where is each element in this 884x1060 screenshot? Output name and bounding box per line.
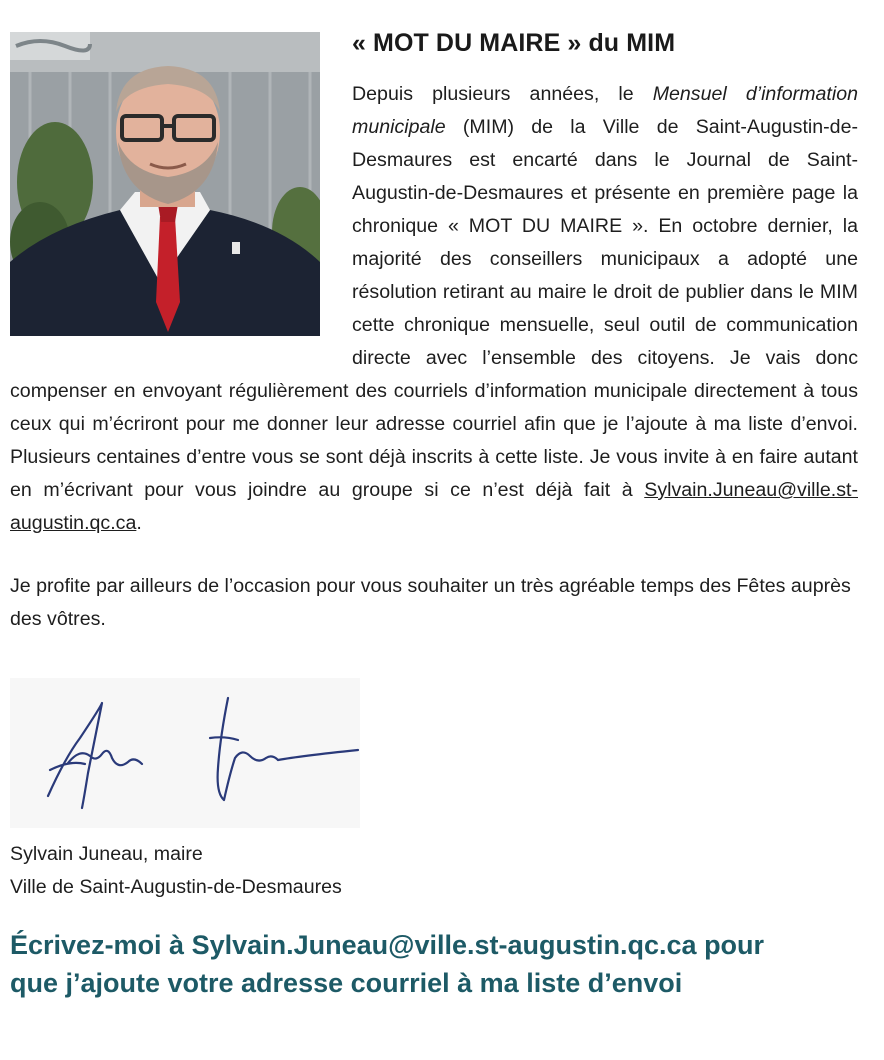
- holiday-paragraph: Je profite par ailleurs de l’occasion pour vous souhaiter un très agréable temps des Fêtes auprès des vôtres.: [10, 575, 851, 630]
- article-title: « MOT DU MAIRE » du MIM: [352, 29, 676, 57]
- signature-organization: Ville de Saint-Augustin-de-Desmaures: [10, 876, 342, 898]
- call-to-action: [10, 926, 858, 1002]
- intro-text-start: Depuis plusieurs années, le: [352, 83, 653, 105]
- cta-line-2: que j’ajoute votre adresse courriel à ma liste d’envoi: [10, 968, 683, 998]
- intro-text-end: .: [136, 512, 142, 534]
- intro-text-body: (MIM) de la Ville de Saint-Augustin-de-Desmaures est encarté dans le Journal de Saint-Augustin-de-Desmaures et présente en première page la chronique « MOT DU MAIRE ». En octobre dernier, la majorité des conseillers municipaux a adopté une résolution retirant au maire le droit de publier dans le MIM cette chronique mensuelle, seul outil de communication directe avec l’ensemble des citoyens. Je vais donc compenser en envoyant régulièrement des courriels d’information municipale directement à tous ceux qui m’écriront pour me donner leur adresse courriel afin que je l’ajoute à ma liste d’envoi. Plusieurs centaines d’entre vous se sont déjà inscrits à cette liste. Je vous invite à en faire autant en m’écrivant pour vous joindre au groupe si ce n’est déjà fait à: [10, 116, 858, 501]
- handwritten-signature: [10, 678, 360, 828]
- article: [10, 28, 858, 1002]
- mim-publication-name: Mensuel d’information municipale: [352, 83, 858, 138]
- signature-name: Sylvain Juneau, maire: [10, 843, 203, 865]
- mayor-portrait-photo: [10, 32, 320, 336]
- email-link[interactable]: Sylvain.Juneau@ville.st-augustin.qc.ca: [10, 479, 858, 534]
- cta-line-1: Écrivez-moi à Sylvain.Juneau@ville.st-augustin.qc.ca pour: [10, 930, 765, 960]
- mayor-portrait: [10, 32, 320, 336]
- signature: [10, 678, 360, 828]
